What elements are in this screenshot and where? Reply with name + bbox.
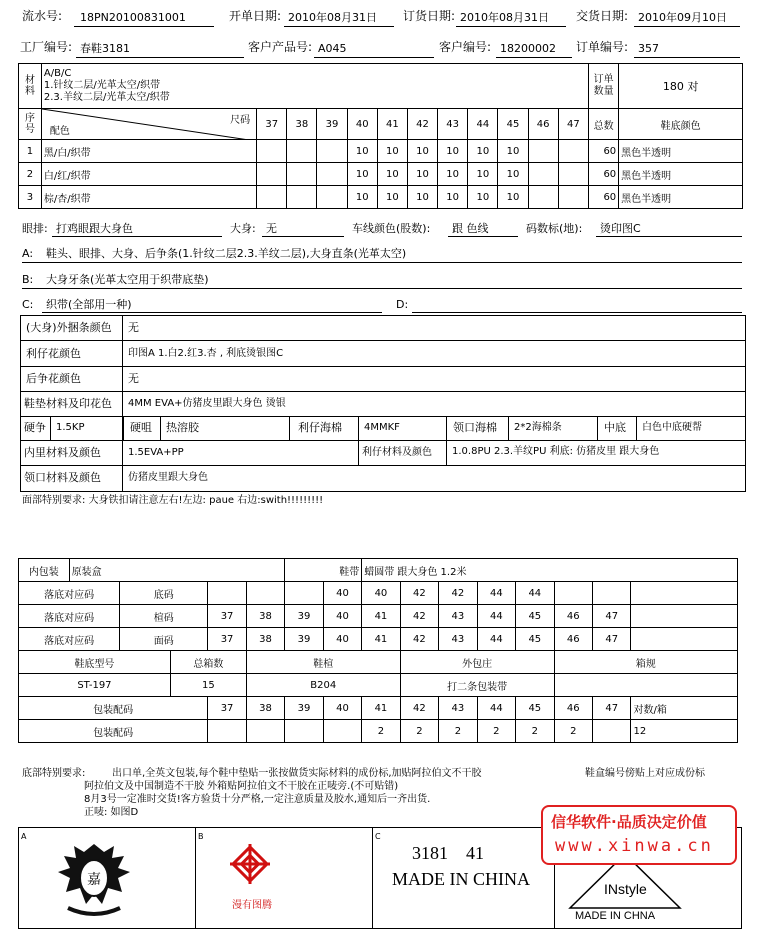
row-sublabel: 底码 [120,582,208,605]
row-cell: 44 [477,582,515,605]
row-cell [593,720,631,743]
watermark-line-1: 信华软件·品质决定价值 [551,813,707,831]
knot-logo-icon [224,838,276,890]
bottom-note-line-2: 阿拉伯文及中国制造不干胶 外箱贴阿拉伯文不干胶在正唛旁.(不可贴错) [84,781,399,792]
row-cell: 40 [323,628,361,651]
row-cell: 10 [347,163,377,186]
row-cell: 42 [439,582,477,605]
label-a-marker: A [21,832,27,841]
label-d-made-in: MADE IN CHNA [575,910,656,922]
row-cell [287,140,317,163]
row-cell [257,140,287,163]
row-sublabel: 面码 [120,628,208,651]
size-header-40: 40 [347,109,377,140]
row-color: 黑/白/织带 [41,140,256,163]
bottom-special-label: 底部特别要求: [22,768,86,779]
row-cell: 2 [439,720,477,743]
last-value: B204 [246,674,400,697]
row-cell [287,186,317,209]
row-cell: 38 [246,605,284,628]
collar-sponge-label: 领口海棉 [453,421,497,434]
size-table [18,63,743,209]
brand-b-text: 漫有图腾 [232,900,272,911]
row-cell: 10 [407,163,437,186]
order-date-value: 2010年08月31日 [460,11,549,24]
row-cell [554,582,592,605]
watermark-stamp [541,805,737,865]
row-cell: 45 [516,605,554,628]
spec-c-value: 织带(全部用一种) [46,298,132,311]
bottom-note-line-3: 8月3号一定准时交货!客方验货十分严格,一定注意质量及胶水,通知后一齐出货. [84,794,431,805]
spec-d-label: D: [396,298,409,311]
row-cell [257,186,287,209]
row-cell: 10 [347,186,377,209]
eyelet-value: 打鸡眼跟大身色 [56,222,133,235]
material-label: 材料 [19,64,42,109]
row-cell: 43 [439,628,477,651]
order-date-label: 订货日期: [403,9,456,23]
spec-a-value: 鞋头、眼排、大身、后争条(1.针纹二层2.3.羊纹二层),大身直条(光革太空) [46,247,407,260]
row-cell: 40 [362,582,400,605]
row-cell: 10 [498,186,528,209]
row-cell: 47 [593,605,631,628]
outer-strip-value: 无 [128,321,139,334]
row-cell: 37 [208,697,246,720]
row-sole: 黑色半透明 [619,163,743,186]
row-cell: 46 [554,697,592,720]
row-cell: 10 [347,140,377,163]
spec-c-label: C: [22,298,34,311]
bottom-note-line-4: 正唛: 如图D [84,807,139,818]
row-label: 落底对应码 [19,628,120,651]
row-cell: 10 [438,163,468,186]
row-label: 包装配码 [19,697,208,720]
order-qty-label: 订单数量 [589,64,619,109]
outer-pack-value: 打二条包装带 [400,674,554,697]
row-cell: 38 [246,697,284,720]
row-cell: 47 [593,628,631,651]
order-no-value: 357 [638,42,659,55]
row-cell: 42 [400,697,438,720]
row-sublabel: 楦码 [120,605,208,628]
size-header-39: 39 [317,109,347,140]
row-cell: 44 [477,605,515,628]
last-size-row [19,628,738,651]
brand-d-text: INstyle [604,881,647,897]
material-line-1: A/B/C [43,68,72,79]
size-header-41: 41 [377,109,407,140]
row-cell: 40 [323,697,361,720]
size-row [19,140,743,163]
row-color: 白/红/织带 [41,163,256,186]
lizai-flower-label: 利仔花颜色 [26,347,81,360]
lace-label: 鞋带 [285,559,362,582]
product-value: A045 [318,42,347,55]
row-cell: 10 [468,163,498,186]
row-cell: 41 [362,605,400,628]
row-cell: 2 [362,720,400,743]
row-cell: 10 [438,186,468,209]
row-cell: 2 [516,720,554,743]
row-cell: 46 [554,605,592,628]
watermark-line-2: www.xinwa.cn [555,836,714,856]
toe-puff-value: 热溶胶 [166,421,199,434]
size-row [19,163,743,186]
customer-value: 18200002 [500,42,556,55]
row-cell: 39 [285,605,323,628]
last-size-row [19,605,738,628]
row-cell [285,582,323,605]
box-count-label: 总箱数 [170,651,246,674]
material-line-2: 1.针纹二层/光革太空/织带 [43,80,161,91]
row-cell: 对数/箱 [631,697,738,720]
diagonal-divider [42,109,249,140]
row-cell: 47 [593,697,631,720]
packing-table [18,558,738,743]
row-total: 60 [589,140,619,163]
carton-spec-label: 箱规 [554,651,737,674]
row-cell: 44 [477,697,515,720]
row-cell [323,720,361,743]
serial-value: 18PN20100831001 [80,11,186,24]
lizai-material-label: 利仔材料及颜色 [362,447,432,458]
size-header-43: 43 [438,109,468,140]
counter-value: 1.5KP [56,422,85,433]
last-label: 鞋楦 [246,651,400,674]
row-cell [257,163,287,186]
row-cell [317,163,347,186]
row-cell [246,720,284,743]
row-cell: 10 [468,186,498,209]
size-header-45: 45 [498,109,528,140]
color-header-label: 配色 [49,126,70,137]
row-cell: 2 [400,720,438,743]
label-b-marker: B [198,832,204,841]
row-cell: 10 [438,140,468,163]
size-mark-value: 烫印图C [600,222,641,235]
thread-value: 跟 色线 [452,222,489,235]
row-cell [317,186,347,209]
sole-model-label: 鞋底型号 [19,651,171,674]
pack-count-row [19,720,738,743]
insole-label: 鞋垫材料及印花色 [24,397,112,410]
row-no: 2 [19,163,42,186]
row-cell: 39 [285,697,323,720]
lizai-flower-value: 印图A 1.白2.红3.杏 , 利底烫银图C [128,348,284,359]
open-date-value: 2010年08月31日 [288,11,377,24]
row-cell: 45 [516,628,554,651]
size-header-47: 47 [558,109,588,140]
row-cell [631,582,738,605]
insole-value: 4MM EVA+仿猪皮里跟大身色 烫银 [128,398,286,409]
size-header-42: 42 [407,109,437,140]
row-cell: 12 [631,720,738,743]
row-no: 3 [19,186,42,209]
row-cell: 10 [377,186,407,209]
collar-material-value: 仿猪皮里跟大身色 [128,472,208,483]
open-date-label: 开单日期: [229,9,282,23]
collar-sponge-value: 2*2海棉条 [514,422,562,433]
last-size-row [19,582,738,605]
row-cell [285,720,323,743]
row-cell: 10 [377,140,407,163]
row-cell: 10 [407,186,437,209]
row-cell [631,628,738,651]
order-qty-value: 180 对 [619,64,743,109]
row-total: 60 [589,163,619,186]
row-cell: 44 [477,628,515,651]
row-cell: 42 [400,605,438,628]
spec-a-label: A: [22,247,34,260]
size-header-37: 37 [257,109,287,140]
deliver-date-value: 2010年09月10日 [638,11,727,24]
row-cell: 37 [208,605,246,628]
thread-label: 车线颜色(股数): [352,222,431,235]
row-cell [317,140,347,163]
outer-pack-label: 外包庄 [400,651,554,674]
row-cell [593,582,631,605]
row-label: 落底对应码 [19,605,120,628]
row-cell: 2 [477,720,515,743]
row-cell: 44 [516,582,554,605]
row-cell: 37 [208,628,246,651]
row-cell: 10 [407,140,437,163]
carton-spec-value [554,674,737,697]
row-cell: 10 [468,140,498,163]
row-sole: 黑色半透明 [619,140,743,163]
row-cell [287,163,317,186]
row-cell: 10 [377,163,407,186]
row-cell: 42 [400,628,438,651]
inner-pack-value: 原装盒 [69,559,285,582]
size-header-label: 尺码 [230,115,251,126]
body-label: 大身: [230,222,256,235]
lining-value: 1.5EVA+PP [128,447,184,458]
row-sole: 黑色半透明 [619,186,743,209]
deliver-date-label: 交货日期: [576,9,629,23]
size-header-38: 38 [287,109,317,140]
svg-text:嘉: 嘉 [87,872,101,888]
size-mark-label: 码数标(地): [526,222,583,235]
midsole-label: 中底 [604,421,626,434]
size-row [19,186,743,209]
spec-b-label: B: [22,273,34,286]
body-value: 无 [266,222,277,235]
row-cell: 41 [362,628,400,651]
row-cell: 42 [400,582,438,605]
toe-puff-label: 硬咀 [130,421,152,434]
bottom-note-line-1b: 鞋盒编号傍贴上对应成份标 [585,768,705,779]
row-cell: 46 [554,628,592,651]
row-cell [558,163,588,186]
upper-special-note: 面部特别要求: 大身铁扣请注意左右!左边: paue 右边:swith!!!!!!!!! [22,495,324,506]
bottom-note-line-1: 出口单,全英文包装,每个鞋中垫贴一张按做货实际材料的成份标,加贴阿拉伯文不干胶 [112,768,482,779]
row-cell [558,186,588,209]
row-cell: 40 [323,605,361,628]
sole-model-value: ST-197 [19,674,171,697]
midsole-value: 白色中底硬帮 [642,422,702,433]
seq-header: 序号 [19,109,42,140]
material-desc [41,64,588,109]
size-header-44: 44 [468,109,498,140]
lizai-material-value: 1.0.8PU 2.3.羊纹PU 利底: 仿猪皮里 跟大身色 [452,446,660,457]
row-cell: 43 [439,697,477,720]
row-cell: 2 [554,720,592,743]
serial-label: 流水号: [22,9,63,23]
heel-flower-label: 后争花颜色 [26,372,81,385]
material-line-3: 2.3.羊纹二层/光革太空/织带 [43,92,170,103]
row-cell [246,582,284,605]
size-header-46: 46 [528,109,558,140]
outer-strip-label: (大身)外捆条颜色 [26,321,112,334]
row-cell: 40 [323,582,361,605]
counter-label: 硬争 [24,421,46,434]
sole-color-header: 鞋底颜色 [619,109,743,140]
lace-value: 蜡圆带 跟大身色 1.2米 [362,559,738,582]
lining-label: 内里材料及颜色 [24,446,101,459]
row-cell [528,163,558,186]
row-cell: 45 [516,697,554,720]
label-c-marker: C [375,832,381,841]
row-cell [528,186,558,209]
row-cell [528,140,558,163]
row-color: 棕/杏/织带 [41,186,256,209]
size-color-header [41,109,256,140]
row-cell: 38 [246,628,284,651]
collar-material-label: 领口材料及颜色 [24,471,101,484]
inner-pack-label: 内包装 [19,559,70,582]
row-label: 包装配码 [19,720,208,743]
box-count-value: 15 [170,674,246,697]
row-no: 1 [19,140,42,163]
lizai-sponge-value: 4MMKF [364,422,400,433]
total-header: 总数 [589,109,619,140]
label-c-line-2: MADE IN CHINA [392,869,530,889]
row-cell: 10 [498,163,528,186]
heel-flower-value: 无 [128,372,139,385]
row-cell: 41 [362,697,400,720]
row-cell [631,605,738,628]
customer-label: 客户编号: [439,40,492,54]
row-cell [208,582,246,605]
lizai-sponge-label: 利仔海棉 [298,421,342,434]
crest-logo-icon [48,838,140,922]
row-cell: 39 [285,628,323,651]
factory-value: 春鞋3181 [80,42,130,55]
order-no-label: 订单编号: [576,40,629,54]
factory-label: 工厂编号: [20,40,73,54]
row-cell [208,720,246,743]
product-label: 客户产品号: [248,40,313,54]
row-total: 60 [589,186,619,209]
label-c-line-1: 3181 41 [412,843,484,863]
row-cell: 43 [439,605,477,628]
spec-b-value: 大身牙条(光革太空用于织带底垫) [46,273,209,286]
eyelet-label: 眼排: [22,222,48,235]
row-cell: 10 [498,140,528,163]
pack-size-row [19,697,738,720]
row-cell [558,140,588,163]
row-label: 落底对应码 [19,582,120,605]
